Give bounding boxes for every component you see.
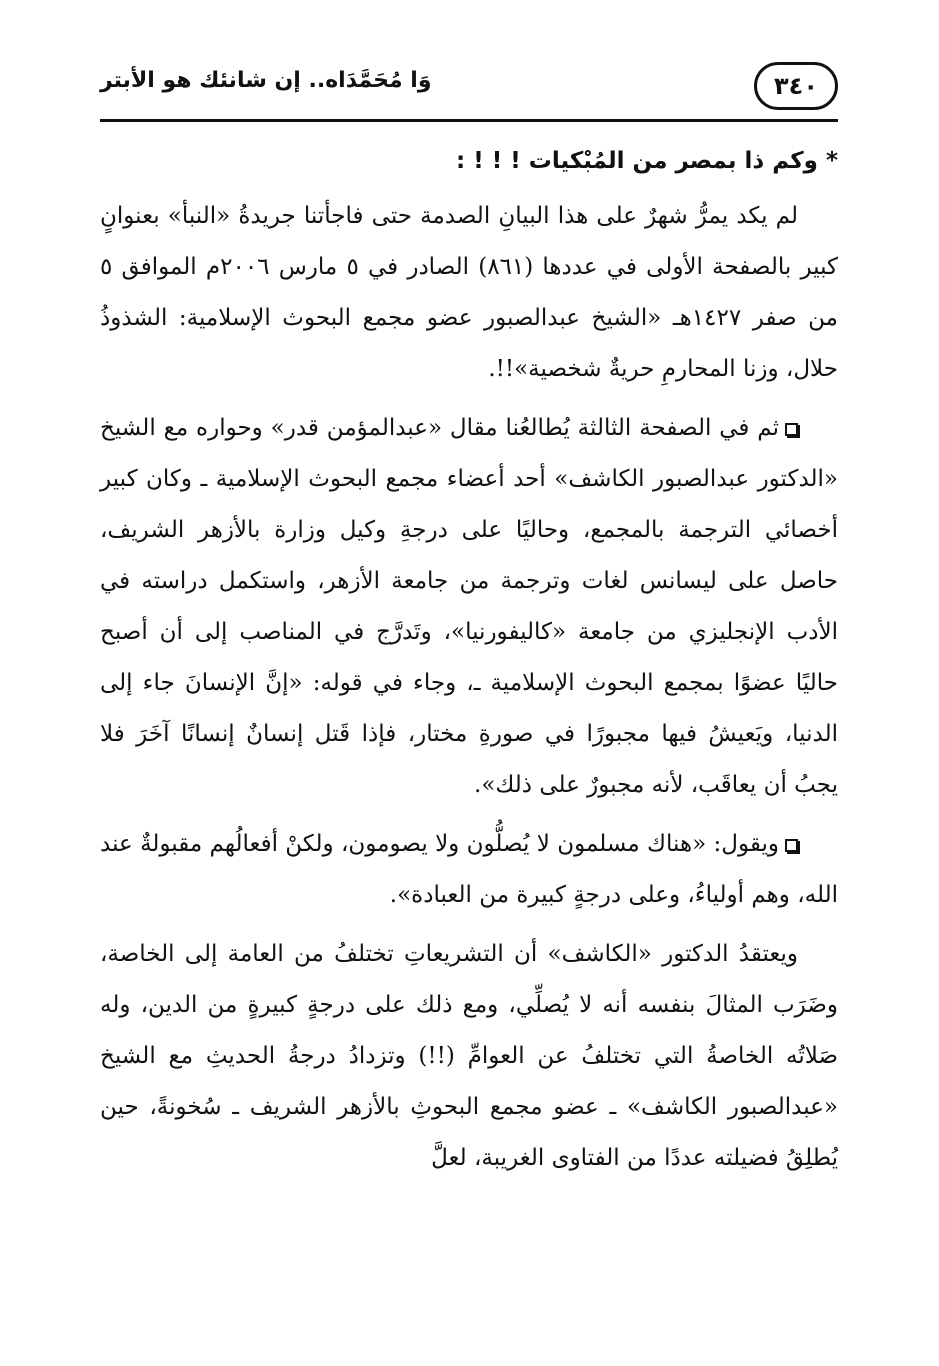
box-bullet-icon <box>785 423 798 436</box>
paragraph-2 <box>100 403 838 811</box>
paragraph-3 <box>100 819 838 921</box>
page-number: ٣٤٠ <box>754 62 838 110</box>
paragraph-1: لم يكد يمرُّ شهرٌ على هذا البيانِ الصدمة حتى فاجأتنا جريدةُ «النبأ» بعنوانٍ كبير بالصفحة الأولى في عددها (٨٦١) الصادر في ٥ مارس ٢٠٠٦م الموافق ٥ من صفر ١٤٢٧هـ «الشيخ عبدالصبور عضو مجمع البحوث الإسلامية: الشذوذُ حلال، وزنا المحارمِ حريةٌ شخصية»!!. <box>100 203 838 382</box>
paragraph-3-text: ويقول: «هناك مسلمون لا يُصلُّون ولا يصومون، ولكنْ أفعالُهم مقبولةٌ عند الله، وهم أولياءُ، وعلى درجةٍ كبيرة من العبادة». <box>100 831 838 908</box>
box-bullet-icon <box>785 839 798 852</box>
section-heading-text: وكم ذا بمصر من المُبْكيات ! ! ! : <box>456 148 818 174</box>
running-title: وَا مُحَمَّدَاه.. إن شانئك هو الأبتر <box>100 68 432 93</box>
page-header <box>100 62 838 118</box>
body-text <box>100 136 838 1192</box>
paragraph-2-text: ثم في الصفحة الثالثة يُطالعُنا مقال «عبدالمؤمن قدر» وحواره مع الشيخ «الدكتور عبدالصبور الكاشف» أحد أعضاء مجمع البحوث الإسلامية ـ وكان كبير أخصائي الترجمة بالمجمع، وحاليًا على درجةِ وكيل وزارة بالأزهر الشريف، حاصل على ليسانس لغات وترجمة من جامعة الأزهر، واستكمل دراسته في الأدب الإنجليزي من جامعة «كاليفورنيا»، وتَدرَّج في المناصب إلى أن أصبح حاليًا عضوًا بمجمع البحوث الإسلامية ـ، وجاء في قوله: «إنَّ الإنسانَ جاء إلى الدنيا، ويَعيشُ فيها مجبورًا في صورةِ مختار، فإذا قَتل إنسانٌ إنسانًا آخَرَ فلا يجبُ أن يعاقَب، لأنه مجبورٌ على ذلك». <box>100 415 838 798</box>
section-heading <box>100 136 838 187</box>
paragraph-4: ويعتقدُ الدكتور «الكاشف» أن التشريعاتِ تختلفُ من العامة إلى الخاصة، وضَرَب المثالَ بنفسه أنه لا يُصلِّي، ومع ذلك على درجةٍ كبيرةٍ من الدين، وله صَلاتُه الخاصةُ التي تختلفُ عن العوامِّ (!!) وتزدادُ درجةُ الحديثِ مع الشيخ «عبدالصبور الكاشف» ـ عضو مجمع البحوثِ بالأزهر الشريف ـ سُخونةً، حين يُطلِقُ فضيلته عددًا من الفتاوى الغريبة، لعلَّ <box>100 941 838 1171</box>
header-divider <box>100 119 838 122</box>
asterisk-marker: * <box>825 148 838 174</box>
